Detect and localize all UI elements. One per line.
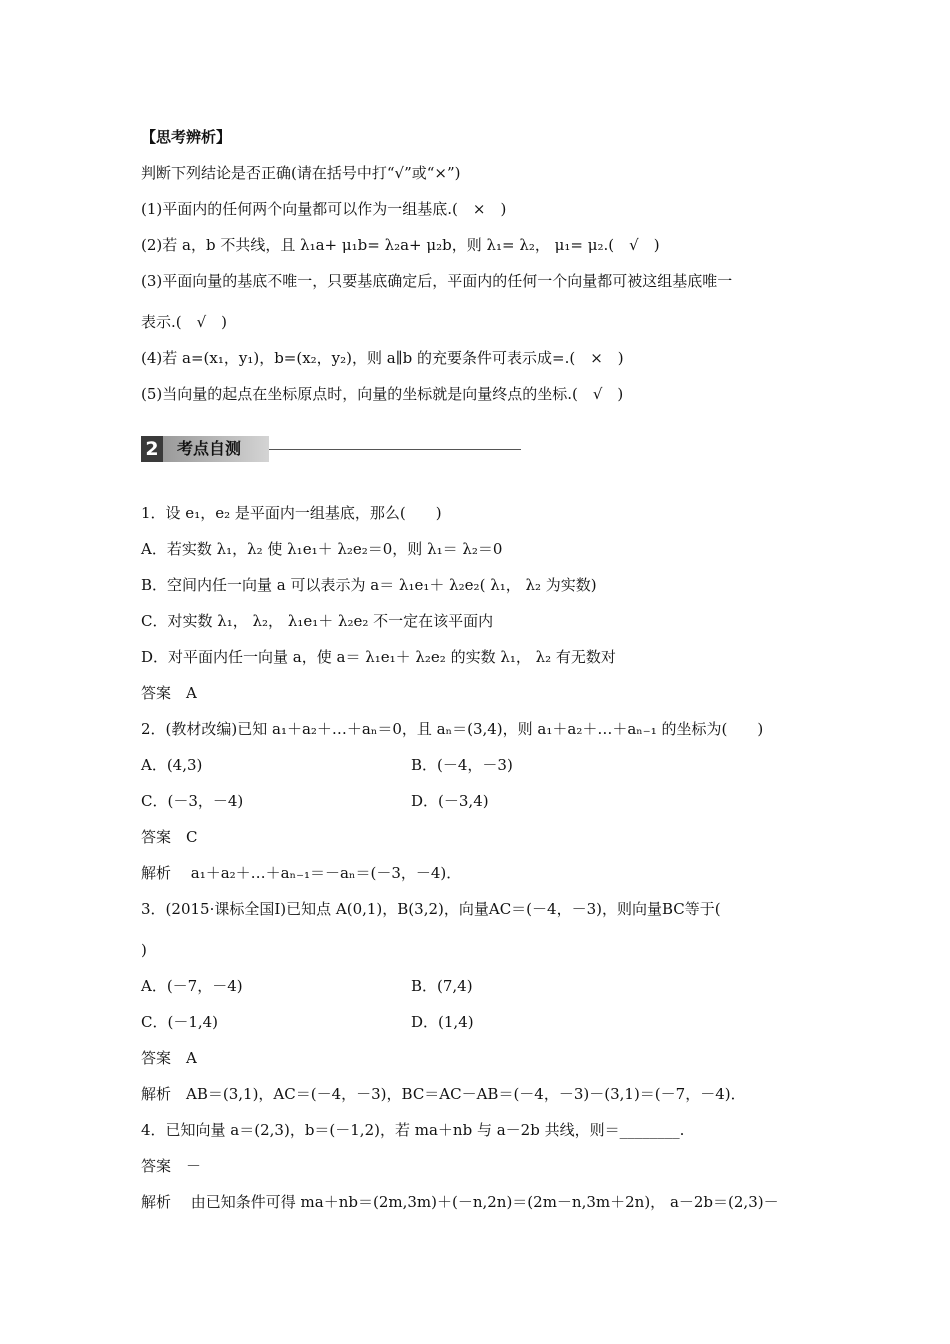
problem-3-option-d: D．(1,4) [411, 1013, 474, 1031]
problem-4-stem: 4．已知向量 a＝(2,3)，b＝(－1,2)，若 ma＋nb 与 a－2b 共线，则＝________. [141, 1121, 685, 1139]
problem-3-option-b: B．(7,4) [411, 977, 473, 995]
thinking-heading: 【思考辨析】 [141, 128, 232, 146]
problem-1-stem: 1．设 e₁，e₂ 是平面内一组基底，那么( ) [141, 504, 442, 522]
problem-1-option-b: B．空间内任一向量 a 可以表示为 a＝ λ₁e₁＋ λ₂e₂( λ₁， λ₂ 为实数) [141, 576, 597, 594]
problem-3-option-c: C．(－1,4) [141, 1013, 219, 1031]
thinking-intro: 判断下列结论是否正确(请在括号中打“√”或“×”) [141, 164, 461, 182]
problem-3-analysis: 解析 AB＝(3,1)，AC＝(－4，－3)，BC＝AC－AB＝(－4，－3)－(3,1)＝(－7，－4)． [141, 1085, 746, 1103]
problem-3-stem: 3．(2015·课标全国Ⅰ)已知点 A(0,1)，B(3,2)，向量AC＝(－4，－3)，则向量BC等于( [141, 900, 721, 918]
thinking-item-3: (3)平面向量的基底不唯一，只要基底确定后，平面内的任何一个向量都可被这组基底唯一 [141, 272, 733, 290]
problem-4-analysis: 解析 由已知条件可得 ma＋nb＝(2m,3m)＋(－n,2n)＝(2m－n,3m＋2n)， a－2b＝(2,3)－ [141, 1193, 779, 1211]
problem-2-answer: 答案 C [141, 828, 198, 846]
thinking-item-1: (1)平面内的任何两个向量都可以作为一组基底.( × ) [141, 200, 507, 218]
thinking-item-5: (5)当向量的起点在坐标原点时，向量的坐标就是向量终点的坐标.( √ ) [141, 385, 624, 403]
section-title: 考点自测 [177, 439, 242, 458]
problem-1-option-d: D．对平面内任一向量 a，使 a＝ λ₁e₁＋ λ₂e₂ 的实数 λ₁， λ₂ 有无数对 [141, 648, 616, 666]
problem-1-option-a: A．若实数 λ₁，λ₂ 使 λ₁e₁＋ λ₂e₂＝0，则 λ₁＝ λ₂＝0 [141, 540, 503, 558]
problem-4-answer: 答案 － [141, 1157, 202, 1175]
problem-3-answer: 答案 A [141, 1049, 197, 1067]
thinking-item-3-cont: 表示.( √ ) [141, 313, 228, 331]
thinking-item-4: (4)若 a=(x₁，y₁)，b=(x₂，y₂)，则 a∥b 的充要条件可表示成=.( × ) [141, 349, 624, 367]
problem-2-option-b: B．(－4，－3) [411, 756, 513, 774]
problem-3-stem-cont: ) [141, 941, 147, 959]
problem-2-option-d: D．(－3,4) [411, 792, 489, 810]
problem-2-option-c: C．(－3，－4) [141, 792, 244, 810]
problem-2-analysis: 解析 a₁＋a₂＋…＋aₙ₋₁＝－aₙ＝(－3，－4)． [141, 864, 462, 882]
problem-2-stem: 2．(教材改编)已知 a₁＋a₂＋…＋aₙ＝0，且 aₙ＝(3,4)，则 a₁＋a₂＋…＋aₙ₋₁ 的坐标为( ) [141, 720, 764, 738]
problem-2-option-a: A．(4,3) [141, 756, 203, 774]
problem-1-answer: 答案 A [141, 684, 197, 702]
thinking-item-2: (2)若 a，b 不共线，且 λ₁a+ μ₁b= λ₂a+ μ₂b，则 λ₁= λ₂， μ₁= μ₂.( √ ) [141, 236, 660, 254]
problem-3-option-a: A．(－7，－4) [141, 977, 243, 995]
section-divider [269, 449, 521, 450]
section-number: 2 [141, 436, 163, 462]
problem-1-option-c: C．对实数 λ₁， λ₂， λ₁e₁＋ λ₂e₂ 不一定在该平面内 [141, 612, 494, 630]
section-header [141, 436, 521, 462]
